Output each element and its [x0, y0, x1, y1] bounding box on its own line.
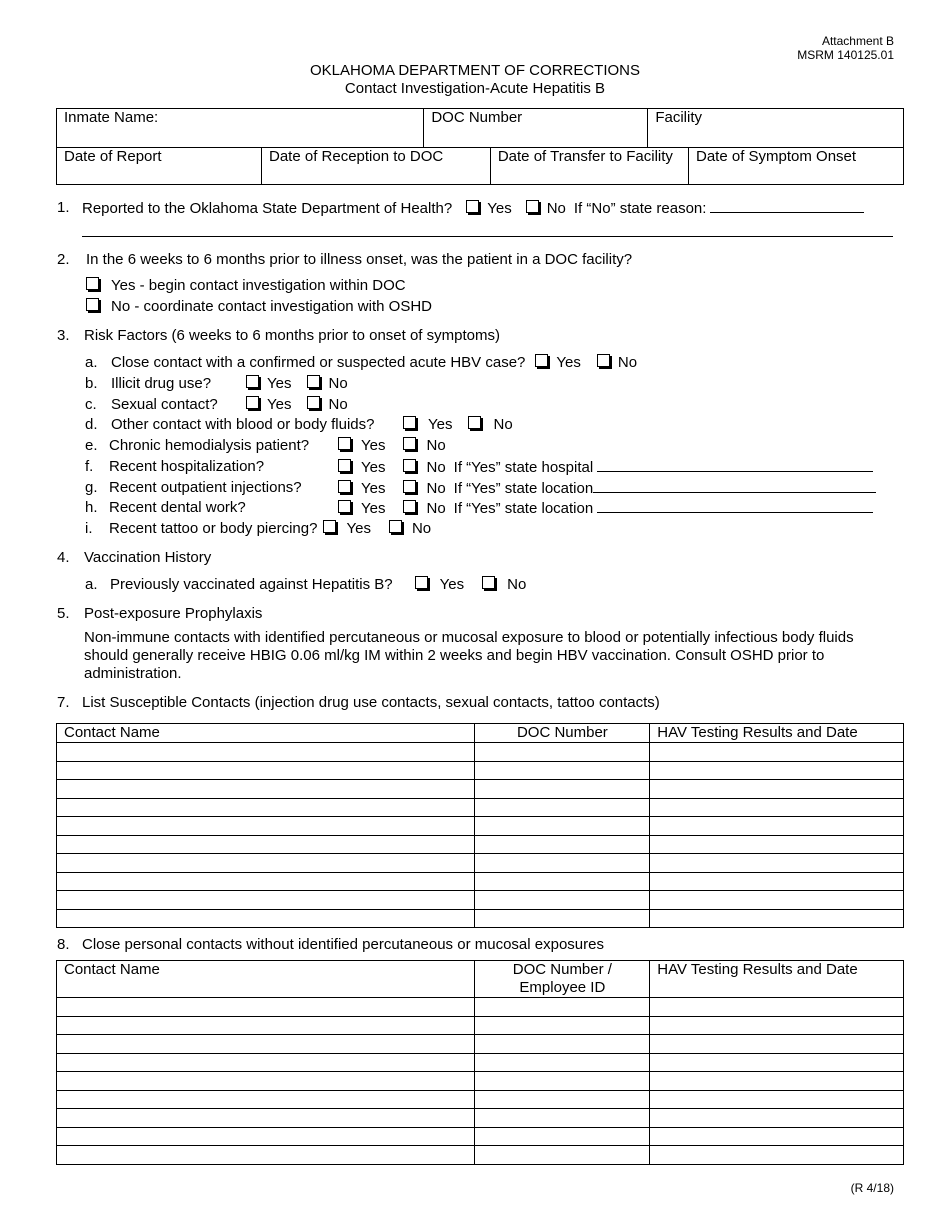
- contact-name-cell[interactable]: [57, 761, 475, 780]
- q3b-no-label: No: [328, 375, 348, 392]
- q3i-yes-label: Yes: [346, 520, 371, 537]
- contact-name-cell[interactable]: [57, 1072, 475, 1091]
- q8-col-doc-line2: Employee ID: [519, 979, 606, 996]
- contact-doc-cell[interactable]: [475, 872, 650, 891]
- q3a-no-checkbox[interactable]: [597, 354, 610, 367]
- contact-doc-cell[interactable]: [475, 1072, 650, 1091]
- q3d-yes-checkbox[interactable]: [403, 416, 416, 429]
- table-row: [57, 1072, 904, 1091]
- table-row: [57, 872, 904, 891]
- q3c-no-label: No: [328, 396, 348, 413]
- contact-name-cell[interactable]: [57, 780, 475, 799]
- q3b-text: Illicit drug use?: [111, 375, 212, 392]
- contact-doc-cell[interactable]: [475, 1053, 650, 1072]
- date-of-report-label: Date of Report: [64, 148, 162, 165]
- contact-doc-cell[interactable]: [475, 998, 650, 1017]
- contact-hav-cell[interactable]: [650, 817, 904, 836]
- contact-name-cell[interactable]: [57, 891, 475, 910]
- q3c-text: Sexual contact?: [111, 396, 218, 413]
- contact-doc-cell[interactable]: [475, 891, 650, 910]
- contact-hav-cell[interactable]: [650, 854, 904, 873]
- q3h-choices: [338, 499, 873, 518]
- contact-doc-cell[interactable]: [475, 854, 650, 873]
- q2-number: 2.: [57, 251, 70, 268]
- contact-doc-cell[interactable]: [475, 1146, 650, 1165]
- q4a-row: [110, 576, 526, 594]
- contact-hav-cell[interactable]: [650, 1053, 904, 1072]
- contact-hav-cell[interactable]: [650, 1109, 904, 1128]
- q5-text: Post-exposure Prophylaxis: [84, 605, 263, 622]
- q3d-text: Other contact with blood or body fluids?: [111, 416, 375, 433]
- contact-doc-cell[interactable]: [475, 1127, 650, 1146]
- q3f-yes-label: Yes: [361, 459, 386, 476]
- q3-number: 3.: [57, 327, 70, 344]
- contact-name-cell[interactable]: [57, 1146, 475, 1165]
- contact-doc-cell[interactable]: [475, 780, 650, 799]
- contact-hav-cell[interactable]: [650, 909, 904, 928]
- q3e-choices: [338, 437, 446, 455]
- q2-yes-checkbox[interactable]: [86, 277, 99, 290]
- q3h-no-checkbox[interactable]: [403, 500, 416, 513]
- contact-hav-cell[interactable]: [650, 1072, 904, 1091]
- contact-hav-cell[interactable]: [650, 743, 904, 762]
- q3e-letter: e.: [85, 437, 98, 454]
- q3h-no-label: No: [426, 500, 446, 517]
- q3f-hospital-field[interactable]: [597, 458, 873, 472]
- q2-text: In the 6 weeks to 6 months prior to illness onset, was the patient in a DOC facility?: [86, 251, 633, 268]
- q3c-yes-label: Yes: [267, 396, 292, 413]
- q3g-choices: [338, 479, 876, 498]
- contact-name-cell[interactable]: [57, 1016, 475, 1035]
- q3d-choices: [403, 416, 513, 434]
- q3h-location-field[interactable]: [597, 499, 873, 513]
- q3i-letter: i.: [85, 520, 93, 537]
- contact-name-cell[interactable]: [57, 998, 475, 1017]
- q3e-no-label: No: [426, 437, 446, 454]
- q4-text: Vaccination History: [84, 549, 212, 566]
- q3f-no-checkbox[interactable]: [403, 459, 416, 472]
- q3d-no-label: No: [493, 416, 513, 433]
- q3f-extra-label: If “Yes” state hospital: [453, 459, 594, 476]
- contact-name-cell[interactable]: [57, 1053, 475, 1072]
- date-of-reception-field[interactable]: [262, 148, 491, 185]
- q3g-yes-label: Yes: [361, 480, 386, 497]
- q8-col-contact-name: Contact Name: [57, 961, 475, 998]
- contact-doc-cell[interactable]: [475, 1016, 650, 1035]
- table-row: [57, 909, 904, 928]
- date-of-symptom-onset-label: Date of Symptom Onset: [696, 148, 857, 165]
- contact-hav-cell[interactable]: [650, 780, 904, 799]
- q3a-no-label: No: [617, 354, 638, 371]
- table-row: [57, 761, 904, 780]
- q2-option-yes: [86, 277, 406, 295]
- q3a-yes-label: Yes: [556, 354, 581, 371]
- q3i-yes-checkbox[interactable]: [323, 520, 336, 533]
- q3g-location-field[interactable]: [593, 479, 876, 493]
- q2-option-no: [86, 298, 432, 316]
- inmate-name-field[interactable]: [57, 109, 424, 148]
- contact-name-cell[interactable]: [57, 1109, 475, 1128]
- table-row: [57, 817, 904, 836]
- close-contacts-table: [56, 960, 904, 1165]
- department-name: OKLAHOMA DEPARTMENT OF CORRECTIONS: [309, 62, 641, 79]
- table-row: [57, 743, 904, 762]
- msrm-number: MSRM 140125.01: [797, 48, 894, 62]
- q3d-yes-label: Yes: [428, 416, 453, 433]
- q5-number: 5.: [57, 605, 70, 622]
- contact-hav-cell[interactable]: [650, 1127, 904, 1146]
- q4a-text: Previously vaccinated against Hepatitis B?: [110, 576, 393, 593]
- q3a-letter: a.: [85, 354, 98, 371]
- table-row: [57, 798, 904, 817]
- table-row: [57, 780, 904, 799]
- table-row: [57, 1146, 904, 1165]
- table-row: [57, 1035, 904, 1054]
- q1-reason-field[interactable]: [710, 199, 864, 213]
- table-row: [57, 1090, 904, 1109]
- q3c-no-checkbox[interactable]: [307, 396, 320, 409]
- q3e-yes-checkbox[interactable]: [338, 437, 351, 450]
- q3g-extra-label: If “Yes” state location: [453, 480, 594, 497]
- q3b-yes-label: Yes: [267, 375, 292, 392]
- q3i-text: Recent tattoo or body piercing?: [109, 520, 318, 537]
- q3f-choices: [338, 458, 873, 477]
- q1-no-checkbox[interactable]: [526, 200, 539, 213]
- table-row: [57, 891, 904, 910]
- q1-if-no-label: If “No” state reason:: [573, 200, 707, 217]
- contact-hav-cell[interactable]: [650, 872, 904, 891]
- q3f-letter: f.: [85, 458, 94, 475]
- q3d-letter: d.: [85, 416, 98, 433]
- q3i-no-checkbox[interactable]: [389, 520, 402, 533]
- q3h-extra-label: If “Yes” state location: [453, 500, 594, 517]
- q3g-text: Recent outpatient injections?: [109, 479, 302, 496]
- q3b-choices: [246, 375, 348, 393]
- q4a-no-label: No: [507, 576, 527, 593]
- q2-yes-label: Yes - begin contact investigation within DOC: [111, 277, 406, 294]
- contact-hav-cell[interactable]: [650, 761, 904, 780]
- q5-paragraph-line3: administration.: [84, 665, 182, 682]
- contact-hav-cell[interactable]: [650, 1016, 904, 1035]
- table-row: [57, 1016, 904, 1035]
- revision-label: (R 4/18): [850, 1181, 894, 1195]
- q3d-no-checkbox[interactable]: [468, 416, 481, 429]
- contact-name-cell[interactable]: [57, 1035, 475, 1054]
- q4a-yes-checkbox[interactable]: [415, 576, 428, 589]
- q7-text: List Susceptible Contacts (injection drug use contacts, sexual contacts, tattoo contacts): [82, 694, 660, 711]
- date-of-reception-label: Date of Reception to DOC: [269, 148, 444, 165]
- q2-no-checkbox[interactable]: [86, 298, 99, 311]
- q4a-letter: a.: [85, 576, 98, 593]
- contact-hav-cell[interactable]: [650, 798, 904, 817]
- susceptible-contacts-table: [56, 723, 904, 928]
- contact-doc-cell[interactable]: [475, 798, 650, 817]
- contact-hav-cell[interactable]: [650, 835, 904, 854]
- date-of-report-field[interactable]: [57, 148, 262, 185]
- contact-doc-cell[interactable]: [475, 743, 650, 762]
- q3h-yes-checkbox[interactable]: [338, 500, 351, 513]
- q2-no-label: No - coordinate contact investigation with OSHD: [111, 298, 432, 315]
- contact-doc-cell[interactable]: [475, 817, 650, 836]
- q7-col-hav-testing: HAV Testing Results and Date: [650, 724, 904, 743]
- q3-text: Risk Factors (6 weeks to 6 months prior to onset of symptoms): [84, 327, 500, 344]
- contact-hav-cell[interactable]: [650, 1035, 904, 1054]
- date-of-symptom-onset-field[interactable]: [689, 148, 904, 185]
- q1-yes-checkbox[interactable]: [466, 200, 479, 213]
- table-row: [57, 1053, 904, 1072]
- q5-paragraph-line1: Non-immune contacts with identified percutaneous or mucosal exposure to blood or potentially infectious body fluids: [84, 629, 854, 646]
- q3c-yes-checkbox[interactable]: [246, 396, 259, 409]
- q3b-no-checkbox[interactable]: [307, 375, 320, 388]
- table-row: [57, 1109, 904, 1128]
- date-of-transfer-field[interactable]: [490, 148, 688, 185]
- q3g-yes-checkbox[interactable]: [338, 480, 351, 493]
- q3f-no-label: No: [426, 459, 446, 476]
- contact-doc-cell[interactable]: [475, 1090, 650, 1109]
- q4-number: 4.: [57, 549, 70, 566]
- q1-no-label: No: [546, 200, 566, 217]
- facility-label: Facility: [655, 109, 702, 126]
- q8-col-doc-number: [475, 961, 650, 998]
- q3g-no-label: No: [426, 480, 446, 497]
- contact-doc-cell[interactable]: [475, 1109, 650, 1128]
- q1-yes-label: Yes: [487, 200, 512, 217]
- q3g-no-checkbox[interactable]: [403, 480, 416, 493]
- q3e-text: Chronic hemodialysis patient?: [109, 437, 310, 454]
- table-row: [57, 1127, 904, 1146]
- q3e-yes-label: Yes: [361, 437, 386, 454]
- contact-name-cell[interactable]: [57, 743, 475, 762]
- q3f-yes-checkbox[interactable]: [338, 459, 351, 472]
- q3i-row: [109, 520, 431, 538]
- q3g-letter: g.: [85, 479, 98, 496]
- q1-row: [82, 199, 864, 218]
- inmate-info-table: [56, 108, 904, 185]
- table-row: [57, 854, 904, 873]
- contact-name-cell[interactable]: [57, 1090, 475, 1109]
- contact-hav-cell[interactable]: [650, 1146, 904, 1165]
- q3b-letter: b.: [85, 375, 98, 392]
- q8-number: 8.: [57, 936, 70, 953]
- facility-field[interactable]: [648, 109, 904, 148]
- date-of-transfer-label: Date of Transfer to Facility: [497, 148, 673, 165]
- q3h-text: Recent dental work?: [109, 499, 246, 516]
- q3a-text: Close contact with a confirmed or suspected acute HBV case?: [111, 354, 526, 371]
- table-row: [57, 835, 904, 854]
- q1-reason-line[interactable]: [82, 236, 893, 237]
- q5-paragraph-line2: should generally receive HBIG 0.06 ml/kg IM within 2 weeks and begin HBV vaccination. Consult OSHD prior to: [84, 647, 825, 664]
- doc-number-field[interactable]: [424, 109, 648, 148]
- contact-doc-cell[interactable]: [475, 909, 650, 928]
- contact-name-cell[interactable]: [57, 909, 475, 928]
- q4a-yes-label: Yes: [439, 576, 465, 593]
- contact-doc-cell[interactable]: [475, 835, 650, 854]
- q7-number: 7.: [57, 694, 70, 711]
- contact-name-cell[interactable]: [57, 798, 475, 817]
- q8-col-hav-testing: HAV Testing Results and Date: [650, 961, 904, 998]
- q8-text: Close personal contacts without identified percutaneous or mucosal exposures: [82, 936, 604, 953]
- q3e-no-checkbox[interactable]: [403, 437, 416, 450]
- contact-name-cell[interactable]: [57, 872, 475, 891]
- q8-col-doc-line1: DOC Number /: [512, 961, 612, 978]
- contact-name-cell[interactable]: [57, 817, 475, 836]
- contact-name-cell[interactable]: [57, 854, 475, 873]
- q7-col-contact-name: Contact Name: [57, 724, 475, 743]
- q4a-no-checkbox[interactable]: [482, 576, 495, 589]
- doc-number-label: DOC Number: [431, 109, 523, 126]
- q3h-yes-label: Yes: [361, 500, 386, 517]
- q3b-yes-checkbox[interactable]: [246, 375, 259, 388]
- inmate-name-label: Inmate Name:: [64, 109, 159, 126]
- attachment-label: Attachment B: [821, 34, 894, 48]
- q7-col-doc-number: DOC Number: [475, 724, 650, 743]
- q1-text: Reported to the Oklahoma State Department of Health?: [82, 200, 453, 217]
- q3h-letter: h.: [85, 499, 98, 516]
- q1-number: 1.: [57, 199, 70, 216]
- contact-hav-cell[interactable]: [650, 891, 904, 910]
- contact-name-cell[interactable]: [57, 835, 475, 854]
- form-title: Contact Investigation-Acute Hepatitis B: [344, 80, 606, 97]
- contact-doc-cell[interactable]: [475, 761, 650, 780]
- table-row: [57, 998, 904, 1017]
- q3a-row: [111, 354, 637, 372]
- contact-hav-cell[interactable]: [650, 1090, 904, 1109]
- q3a-yes-checkbox[interactable]: [535, 354, 548, 367]
- contact-hav-cell[interactable]: [650, 998, 904, 1017]
- q3f-text: Recent hospitalization?: [109, 458, 265, 475]
- q3c-choices: [246, 396, 348, 414]
- q3i-no-label: No: [411, 520, 432, 537]
- contact-name-cell[interactable]: [57, 1127, 475, 1146]
- contact-doc-cell[interactable]: [475, 1035, 650, 1054]
- q3c-letter: c.: [85, 396, 97, 413]
